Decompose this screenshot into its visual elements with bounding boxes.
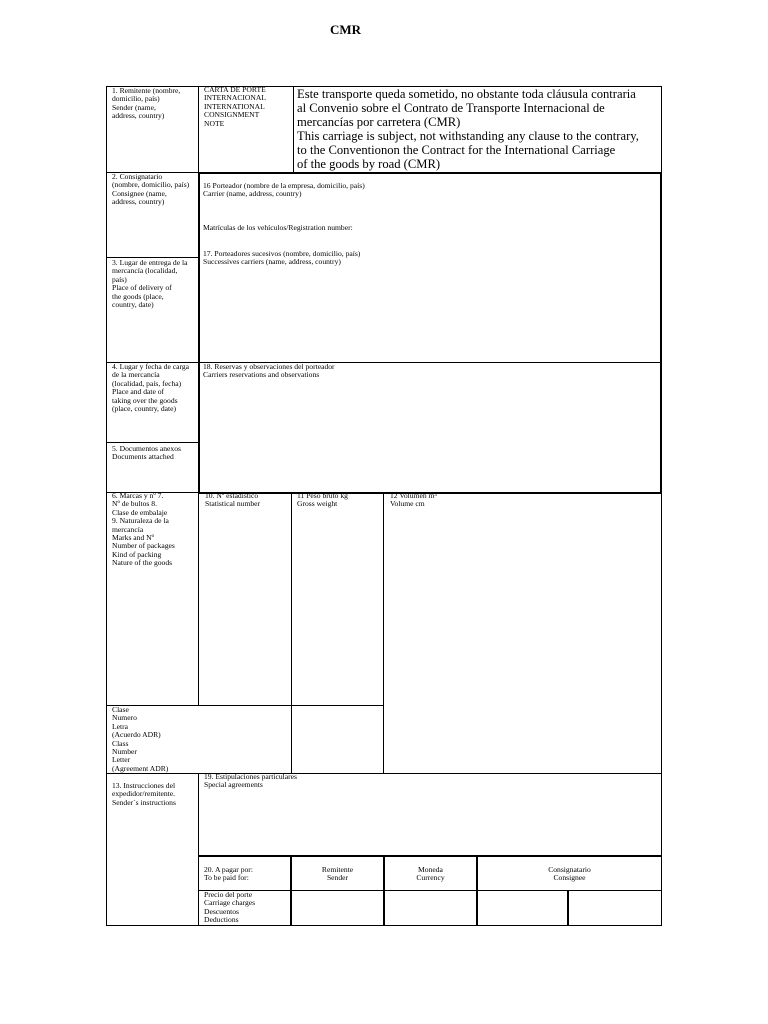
box-4-place-of-taking-over: 4. Lugar y fecha de carga de la mercancía (localidad, país, fecha) Place and date of taking over the goods (place, country, date) [112, 362, 190, 414]
box-1-sender: 1. Remitente (nombre, domicilio, país) Sender (name, address, country) [112, 86, 181, 121]
frame-left [106, 86, 107, 926]
payment-sender-column: Remitente Sender [321, 865, 354, 883]
registration-number: Matrículas de los vehículos/Registration number: [203, 223, 353, 232]
box-12-volume: 12 Volumen m³ Volume cm [390, 491, 437, 509]
consignment-note-label: CARTA DE PORTE INTERNACIONAL INTERNATIONAL CONSIGNMENT NOTE [204, 85, 267, 128]
goods-col-divider-1 [291, 492, 292, 774]
left-column-divider-lower [198, 773, 199, 926]
box-13-sender-instructions: 13. Instrucciones del expedidor/remitente. Sender´s instructions [112, 781, 176, 807]
adr-class-box: Clase Numero Letra (Acuerdo ADR) Class Number Letter (Agreement ADR) [112, 705, 169, 773]
box-19-special-agreements: 19. Estipulaciones particulares Special agreements [204, 772, 297, 790]
box-5-documents-attached: 5. Documentos anexos Documents attached [112, 444, 181, 462]
box-18-carrier-reservations: 18. Reservas y observaciones del porteador Carriers reservations and observations [203, 362, 335, 380]
box-6-9-goods: 6. Marcas y nº 7. Nº de bultos 8. Clase de embalaje 9. Naturaleza de la mercancía Marks and Nº Number of packages Kind of packing Nature of the goods [112, 491, 175, 568]
box-2-consignee: 2. Consignatario (nombre, domicilio, país) Consignee (name, address, country) [112, 172, 190, 207]
box-3-place-of-delivery: 3. Lugar de entrega de la mercancía (localidad, país) Place of delivery of the goods (place, country, date) [112, 258, 188, 310]
carriage-charges-rows: Precio del porte Carriage charges Descuentos Deductions [204, 890, 256, 925]
row-line-4-5 [106, 442, 199, 443]
convention-text: Este transporte queda sometido, no obstante toda cláusula contraria al Convenio sobre el Contrato de Transporte Internacional de mercancías por carretera (CMR) This carriage is subject, not withstanding any clause to the contrary, to the Conventionon the Contract for the International Carriage of the goods by road (CMR) [297, 87, 639, 171]
payment-col-4 [567, 890, 569, 926]
box-16-carrier: 16 Porteador (nombre de la empresa, domicilio, país) Carrier (name, address, country) [203, 181, 365, 199]
box-17-successive-carriers: 17. Porteadores sucesivos (nombre, domicilio, país) Successives carriers (name, address, country) [203, 249, 361, 267]
payment-currency-column: Moneda Currency [416, 865, 445, 883]
box-10-statistical-number: 10. Nº estadístico Statistical number [205, 491, 261, 509]
payment-table-top [198, 855, 662, 857]
payment-consignee-column: Consignatario Consignee [548, 865, 591, 883]
form-title: CMR [330, 22, 362, 37]
box-20-to-be-paid-for: 20. A pagar por: To be paid for: [204, 865, 253, 883]
carrier-box [198, 172, 662, 494]
header-divider [293, 86, 294, 172]
box-11-gross-weight: 11 Peso bruto kg Gross weight [297, 491, 348, 509]
goods-col-divider-2 [383, 492, 384, 774]
